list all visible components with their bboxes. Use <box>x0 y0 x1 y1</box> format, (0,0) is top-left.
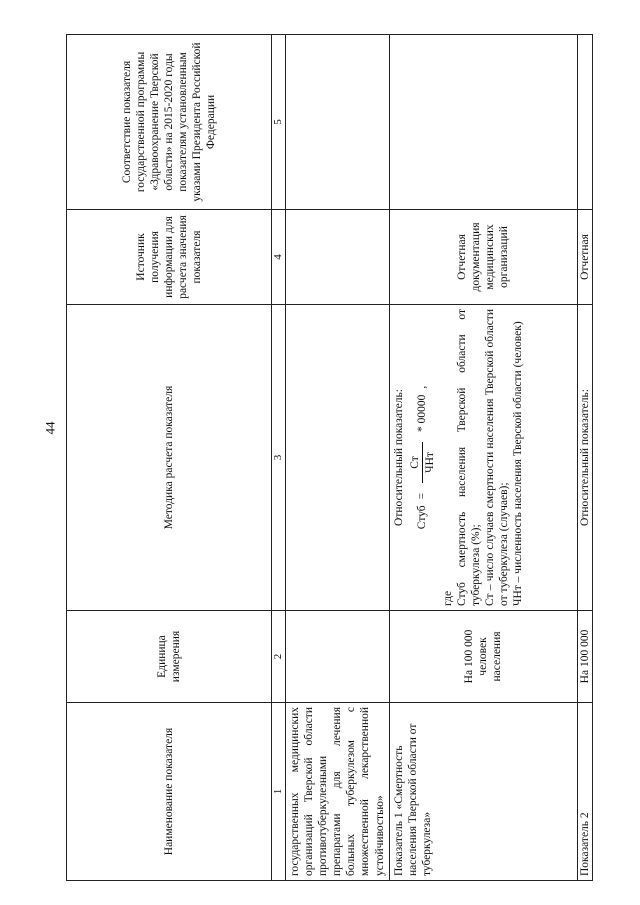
empty-cell <box>286 210 389 305</box>
empty-cell <box>389 35 577 210</box>
empty-cell <box>577 35 592 210</box>
formula-equals: = <box>416 492 429 500</box>
formula-definition: Ст – число случаев смертности населения Тверской области от туберкулеза (случаев); <box>483 309 510 606</box>
formula-fraction <box>408 438 437 487</box>
table-header-row <box>67 35 272 881</box>
column-number: 3 <box>272 305 286 611</box>
formula-numerator: Ст <box>408 442 423 483</box>
indicator-2-source: Отчетная <box>577 210 592 305</box>
indicator-1-unit-text: На 100 000 человек населения <box>462 629 504 684</box>
indicator-1-name: Показатель 1 «Смертность населения Тверской области от туберкулеза» <box>389 703 577 881</box>
formula <box>408 309 437 606</box>
indicator-1-method <box>389 305 577 611</box>
empty-cell <box>286 611 389 703</box>
page-number: 44 <box>42 421 58 435</box>
method-title: Относительный показатель: <box>392 389 405 526</box>
column-number: 2 <box>272 611 286 703</box>
continued-indicator-name: государственных медицинских организаций Тверской области противотуберкулезными препаратами для лечения больных туберкулезом с множественной лекарственной устойчивостью» <box>286 703 389 881</box>
indicator-2-unit: На 100 000 <box>577 611 592 703</box>
header-method: Методика расчета показателя <box>67 305 272 611</box>
formula-comma: , <box>416 385 429 389</box>
indicator-2-method: Относительный показатель: <box>577 305 592 611</box>
indicator-1-unit <box>389 611 577 703</box>
formula-denominator: ЧНт <box>423 452 436 473</box>
column-number: 5 <box>272 35 286 210</box>
header-indicator-name: Наименование показателя <box>67 703 272 881</box>
column-number: 1 <box>272 703 286 881</box>
empty-cell <box>286 35 389 210</box>
indicator-table-sheet <box>66 35 591 881</box>
table-row-indicator-1 <box>389 35 577 881</box>
formula-multiplier: * 00000 <box>416 394 429 433</box>
formula-definition: Стуб смертность населения Тверской области от туберкулеза (%); <box>455 309 482 606</box>
indicator-table <box>66 34 593 881</box>
formula-where: где <box>441 590 454 606</box>
indicator-1-source-text: Отчетная документация медицинских организаций <box>455 222 511 292</box>
indicator-2-name: Показатель 2 <box>577 703 592 881</box>
table-row-indicator-2 <box>577 35 592 881</box>
table-row-continued <box>286 35 389 881</box>
formula-lhs: Стуб <box>416 505 429 530</box>
header-unit: Единица измерения <box>67 611 272 703</box>
formula-definition: ЧНт – численность населения Тверской области (человек) <box>511 321 524 606</box>
empty-cell <box>286 305 389 611</box>
column-number: 4 <box>272 210 286 305</box>
column-number-row <box>272 35 286 881</box>
header-source: Источник получения информации для расчета значения показателя <box>67 210 272 305</box>
header-correspondence: Соответствие показателя государственной программы «Здравоохранение Тверской области» на 2015-2020 годы показателям установленным указами Президента Российской Федерации <box>67 35 272 210</box>
indicator-1-source <box>389 210 577 305</box>
